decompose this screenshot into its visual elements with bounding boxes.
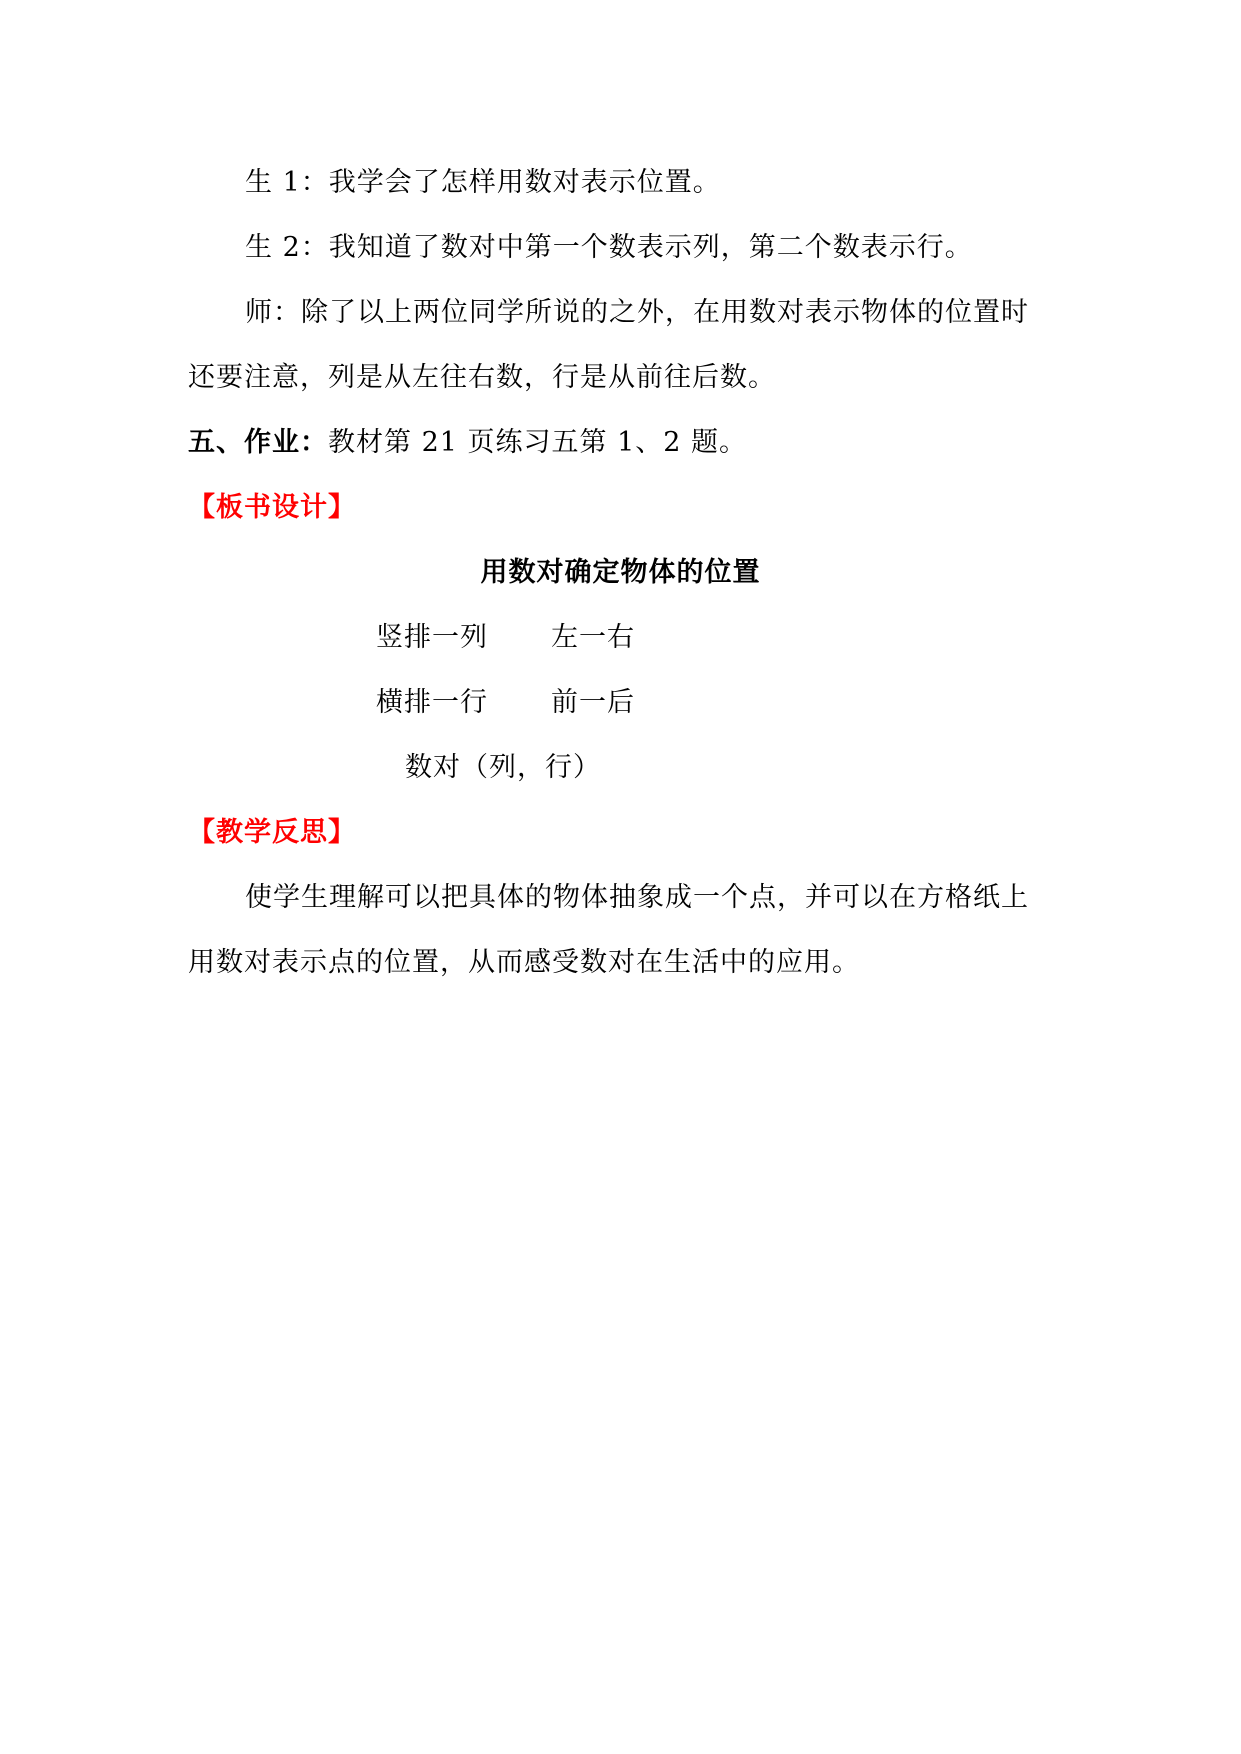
- board-row1-left: 竖排一列: [376, 622, 488, 653]
- reflection-line-1: 使学生理解可以把具体的物体抽象成一个点，并可以在方格纸上: [245, 882, 1029, 913]
- board-row2-right: 前一后: [551, 687, 635, 718]
- teacher-line-2: 还要注意，列是从左往右数，行是从前往后数。: [188, 362, 776, 393]
- reflection-line-2: 用数对表示点的位置，从而感受数对在生活中的应用。: [188, 947, 860, 978]
- homework-heading: 五、作业：: [188, 427, 328, 458]
- student1-line: 生 1：我学会了怎样用数对表示位置。: [245, 167, 721, 198]
- teacher-line-1: 师：除了以上两位同学所说的之外，在用数对表示物体的位置时: [245, 297, 1029, 328]
- reflection-heading: 【教学反思】: [188, 817, 356, 848]
- board-design-heading: 【板书设计】: [188, 492, 356, 523]
- board-row1-right: 左一右: [551, 622, 635, 653]
- homework-paragraph: [188, 423, 747, 463]
- board-row3: 数对（列，行）: [405, 752, 601, 783]
- board-row2-left: 横排一行: [376, 687, 488, 718]
- board-design-title: 用数对确定物体的位置: [480, 557, 761, 588]
- homework-text: 教材第 21 页练习五第 1、2 题。: [328, 427, 748, 458]
- student2-line: 生 2：我知道了数对中第一个数表示列，第二个数表示行。: [245, 232, 973, 263]
